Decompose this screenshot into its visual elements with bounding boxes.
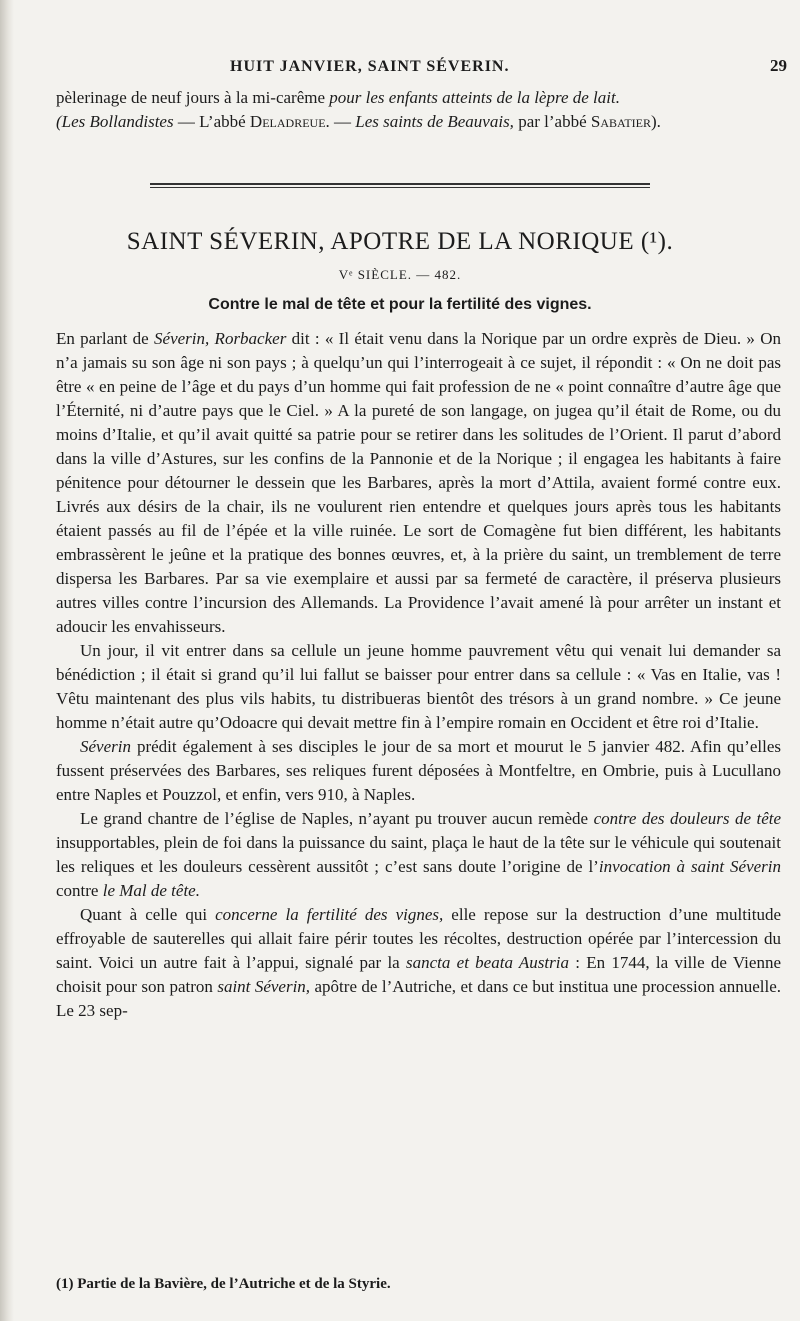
page-number: 29 — [770, 56, 787, 75]
article-body — [56, 327, 781, 1023]
paragraph-4: Le grand chantre de l’église de Naples, n’ayant pu trouver aucun remède contre des douleurs de tête insupportables, plein de foi dans la puissance du saint, plaça le haut de la tête sur le véhicule qui soutenait les reliques et les douleurs cessèrent aussitôt ; c’est sans doute l’origine de l’invocation à saint Séverin contre le Mal de tête. — [56, 809, 782, 900]
article-title: SAINT SÉVERIN, APOTRE DE LA NORIQUE (¹). — [126, 228, 674, 255]
previous-entry-continuation — [56, 86, 781, 134]
article-century: Vᵉ SIÈCLE. — 482. — [338, 267, 462, 282]
page-spine-shadow — [0, 0, 14, 1321]
article-subtitle: Contre le mal de tête et pour la fertilité des vignes. — [208, 296, 592, 313]
section-divider — [150, 183, 650, 188]
paragraph-1: En parlant de Séverin, Rorbacker dit : « Il était venu dans la Norique par un ordre exprès de Dieu. » On n’a jamais su son âge ni son pays ; à quelqu’un qui l’interrogeait à ce sujet, il répondit : « On ne doit pas être « en peine de l’âge et du pays d’un homme qui fait profession de ne « point connaître d’autre âge que l’Éternité, ni d’autre pays que le Ciel. » A la pureté de son langage, on jugea qu’il était de Rome, ou du moins d’Italie, et qu’il avait quitté sa patrie pour se retirer dans les solitudes de l’Orient. Il parut d’abord dans la ville d’Astures, sur les confins de la Pannonie et de la Norique ; il engagea les habitants à faire pénitence pour détourner le dessein que les Barbares, après la mort d’Attila, avaient formé contre eux. Livrés aux désirs de la chair, ils ne voulurent rien entendre et quelques jours après tous les habitants étaient passés au fil de l’épée et la ville ruinée. Le sort de Comagène fut bien différent, les habitants embrassèrent le jeûne et la pratique des bonnes œuvres, et, à la prière du saint, un tremblement de terre dispersa les Barbares. Par sa vie exemplaire et aussi par sa fermeté de caractère, il préserva plusieurs autres villes contre l’incursion des Allemands. La Providence l’avait amené là pour arrêter un instant et adoucir les envahisseurs. — [56, 329, 781, 636]
paragraph-5: Quant à celle qui concerne la fertilité des vignes, elle repose sur la destruction d’une multitude effroyable de sauterelles qui allait faire périr toutes les récoltes, destruction opérée par l’intercession du saint. Voici un autre fait à l’appui, signalé par la sancta et beata Austria : En 1744, la ville de Vienne choisit pour son patron saint Séverin, apôtre de l’Autriche, et dans ce but institua une procession annuelle. Le 23 sep- — [56, 905, 781, 1020]
running-head: HUIT JANVIER, SAINT SÉVERIN. — [230, 58, 510, 75]
paragraph-3: Séverin prédit également à ses disciples le jour de sa mort et mourut le 5 janvier 482. Afin qu’elles fussent préservées des Barbares, ses reliques furent déposées à Montfeltre, en Ombrie, puis à Lucullano entre Naples et Pouzzol, et enfin, vers 910, à Naples. — [56, 737, 781, 804]
continuation-paragraph: pèlerinage de neuf jours à la mi-carême pour les enfants atteints de la lèpre de lait. (Les Bollandistes — L’abbé Deladreue. — Les saints de Beauvais, par l’abbé Sabatier). — [56, 88, 661, 131]
paragraph-2: Un jour, il vit entrer dans sa cellule un jeune homme pauvrement vêtu qui venait lui demander sa bénédiction ; il était si grand qu’il lui fallut se baisser pour entrer dans sa cellule : « Vas en Italie, vas ! Vêtu maintenant des plus vils habits, tu distribueras bientôt des trésors à un grand nombre. » Ce jeune homme n’était autre qu’Odoacre qui devait mettre fin à l’empire romain en Occident et être roi d’Italie. — [56, 641, 781, 732]
footnote: (1) Partie de la Bavière, de l’Autriche et de la Styrie. — [56, 1276, 391, 1292]
